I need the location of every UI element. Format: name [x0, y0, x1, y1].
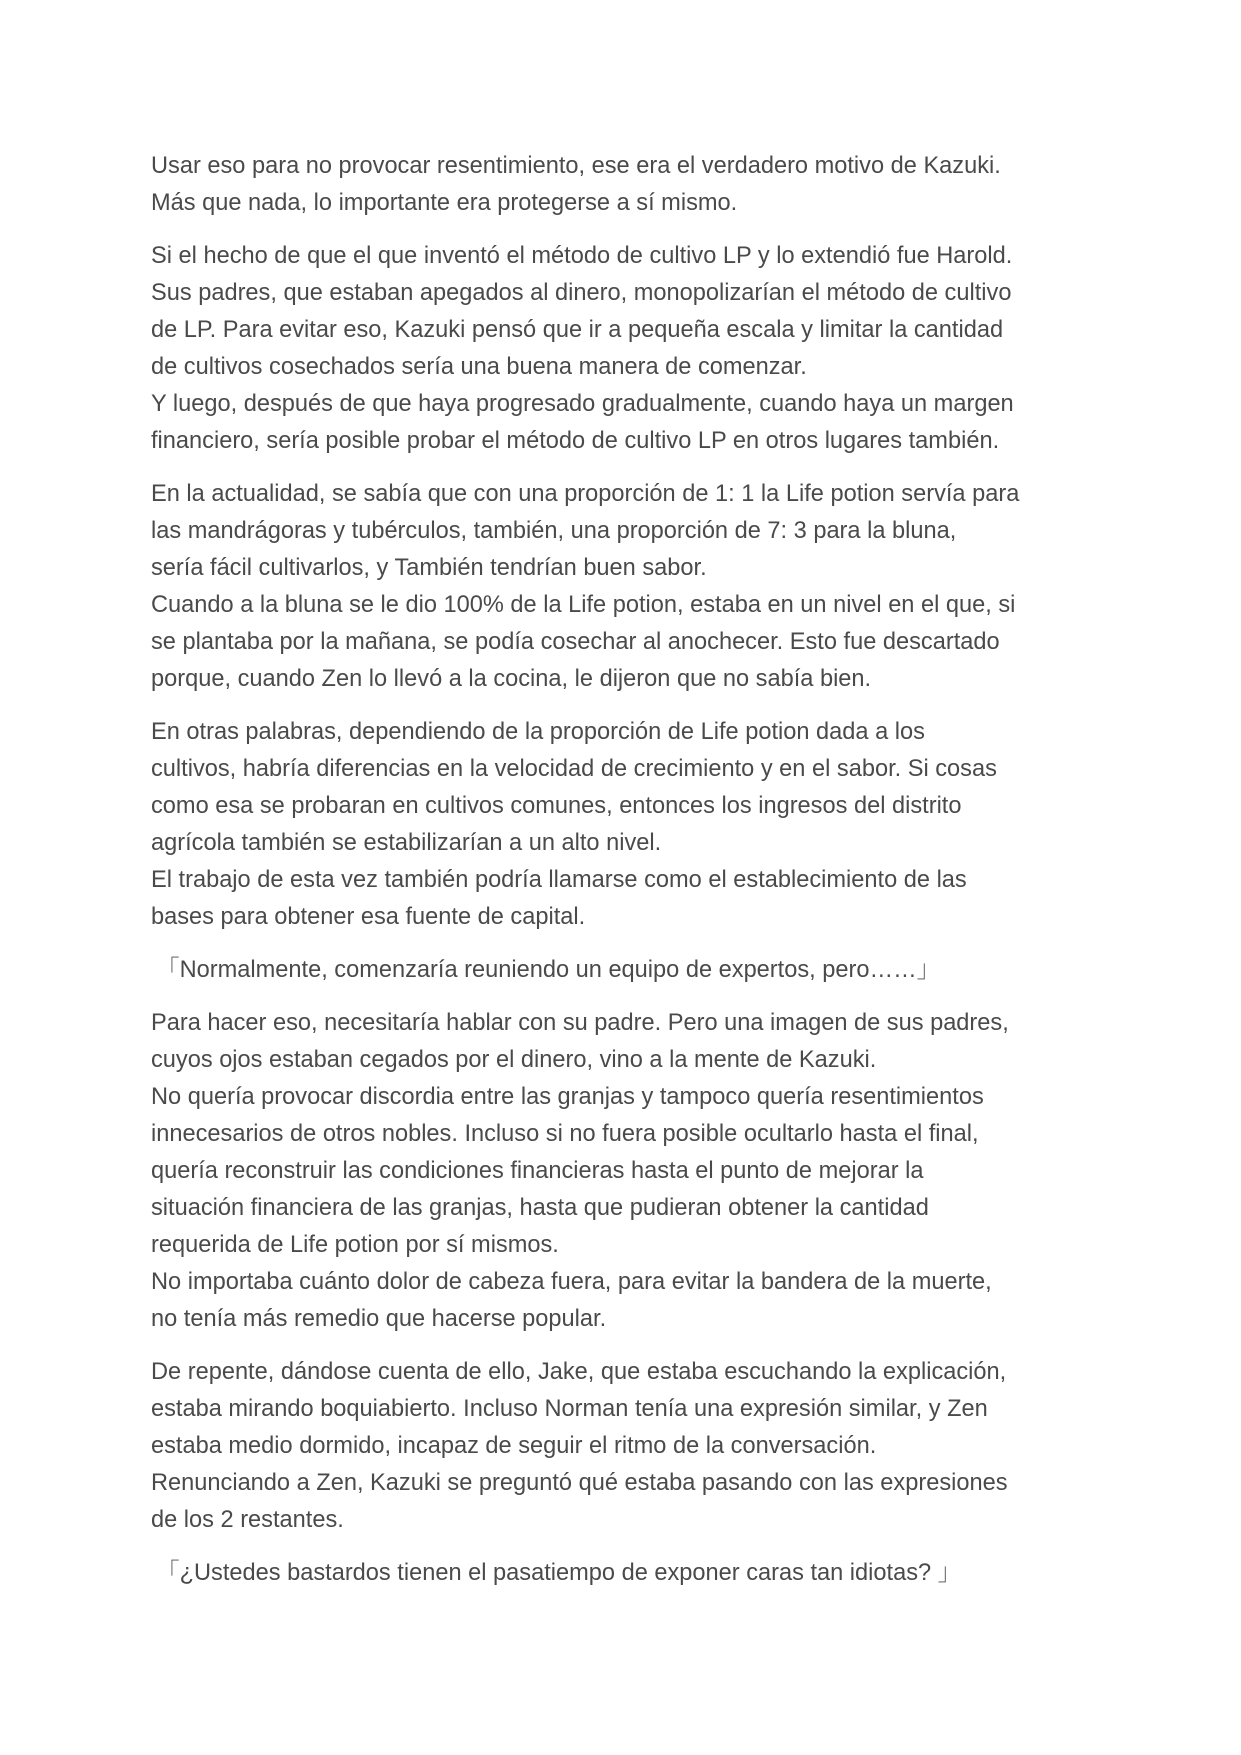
paragraph-4 — [151, 714, 1111, 936]
text-line: Renunciando a Zen, Kazuki se preguntó qué estaba pasando con las expresiones — [151, 1470, 1008, 1496]
paragraph-5 — [151, 1005, 1111, 1338]
text-line: Para hacer eso, necesitaría hablar con su padre. Pero una imagen de sus padres, — [151, 1010, 1009, 1036]
text-line: No quería provocar discordia entre las granjas y tampoco quería resentimientos — [151, 1084, 984, 1110]
text-line: estaba mirando boquiabierto. Incluso Norman tenía una expresión similar, y Zen — [151, 1396, 988, 1422]
text-line: Más que nada, lo importante era protegerse a sí mismo. — [151, 190, 738, 216]
text-line: bases para obtener esa fuente de capital. — [151, 904, 586, 930]
text-line: cuyos ojos estaban cegados por el dinero, vino a la mente de Kazuki. — [151, 1047, 877, 1073]
dialogue-line-1 — [151, 952, 1111, 989]
text-line: El trabajo de esta vez también podría llamarse como el establecimiento de las — [151, 867, 967, 893]
text-line: las mandrágoras y tubérculos, también, una proporción de 7: 3 para la bluna, — [151, 518, 957, 544]
text-line: agrícola también se estabilizarían a un alto nivel. — [151, 830, 662, 856]
text-line: financiero, sería posible probar el método de cultivo LP en otros lugares también. — [151, 428, 1000, 454]
text-line: sería fácil cultivarlos, y También tendrían buen sabor. — [151, 555, 707, 581]
text-line: Cuando a la bluna se le dio 100% de la Life potion, estaba en un nivel en el que, si — [151, 592, 1016, 618]
text-line: Si el hecho de que el que inventó el método de cultivo LP y lo extendió fue Harold. — [151, 243, 1013, 269]
text-line: Sus padres, que estaban apegados al dinero, monopolizarían el método de cultivo — [151, 280, 1012, 306]
text-line: de los 2 restantes. — [151, 1507, 344, 1533]
text-line: En otras palabras, dependiendo de la proporción de Life potion dada a los — [151, 719, 925, 745]
paragraph-6 — [151, 1354, 1111, 1539]
text-line: se plantaba por la mañana, se podía cosechar al anochecer. Esto fue descartado — [151, 629, 1000, 655]
paragraph-3 — [151, 476, 1111, 698]
text-line: 「Normalmente, comenzaría reuniendo un equipo de expertos, pero……」 — [156, 957, 941, 983]
text-line: situación financiera de las granjas, hasta que pudieran obtener la cantidad — [151, 1195, 929, 1221]
text-line: Y luego, después de que haya progresado gradualmente, cuando haya un margen — [151, 391, 1014, 417]
text-line: De repente, dándose cuenta de ello, Jake, que estaba escuchando la explicación, — [151, 1359, 1007, 1385]
text-line: no tenía más remedio que hacerse popular. — [151, 1306, 607, 1332]
text-line: estaba medio dormido, incapaz de seguir el ritmo de la conversación. — [151, 1433, 877, 1459]
text-line: En la actualidad, se sabía que con una proporción de 1: 1 la Life potion servía para — [151, 481, 1020, 507]
text-line: de LP. Para evitar eso, Kazuki pensó que ir a pequeña escala y limitar la cantidad — [151, 317, 1004, 343]
text-line: quería reconstruir las condiciones financieras hasta el punto de mejorar la — [151, 1158, 924, 1184]
text-line: requerida de Life potion por sí mismos. — [151, 1232, 559, 1258]
text-line: innecesarios de otros nobles. Incluso si no fuera posible ocultarlo hasta el final, — [151, 1121, 979, 1147]
dialogue-line-2 — [151, 1555, 1111, 1592]
text-line: 「¿Ustedes bastardos tienen el pasatiempo de exponer caras tan idiotas? 」 — [156, 1560, 962, 1586]
paragraph-1 — [151, 148, 1111, 222]
paragraph-2 — [151, 238, 1111, 460]
text-line: Usar eso para no provocar resentimiento, ese era el verdadero motivo de Kazuki. — [151, 153, 1001, 179]
text-line: cultivos, habría diferencias en la velocidad de crecimiento y en el sabor. Si cosas — [151, 756, 997, 782]
body-text — [151, 148, 1111, 1608]
text-line: No importaba cuánto dolor de cabeza fuera, para evitar la bandera de la muerte, — [151, 1269, 992, 1295]
text-line: de cultivos cosechados sería una buena manera de comenzar. — [151, 354, 807, 380]
text-line: porque, cuando Zen lo llevó a la cocina, le dijeron que no sabía bien. — [151, 666, 872, 692]
text-line: como esa se probaran en cultivos comunes, entonces los ingresos del distrito — [151, 793, 962, 819]
